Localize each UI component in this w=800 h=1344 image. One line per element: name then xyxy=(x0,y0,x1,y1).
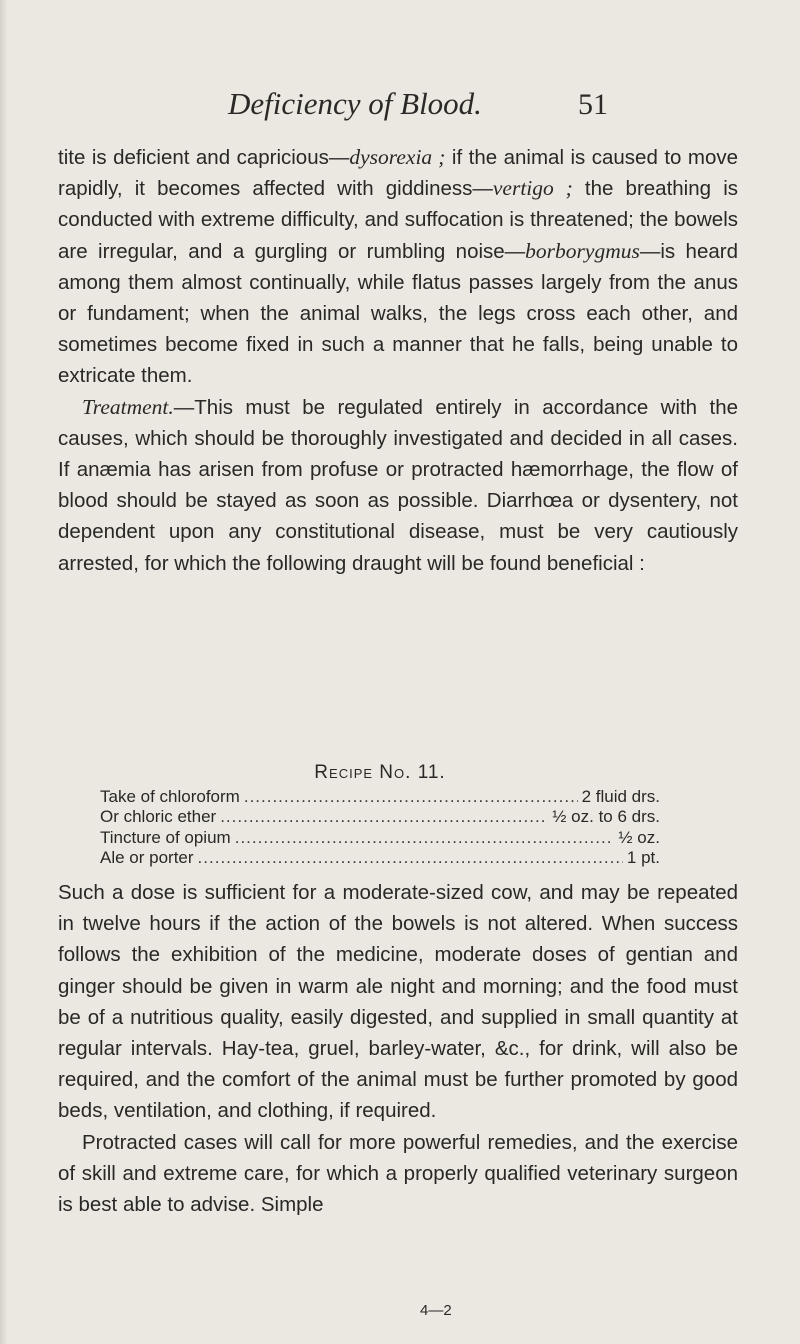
paragraph-treatment xyxy=(58,392,738,579)
text-run: the breathing is conducted with extreme difficulty, and suffocation is threatened; the bowels are irregular, and a gurgling or rumbling noise— xyxy=(58,177,738,263)
section-heading-treatment: Treatment. xyxy=(82,394,174,419)
paragraph-dosage: Such a dose is sufficient for a moderate-sized cow, and may be repeated in twelve hours if the action of the bowels is not altered. When success follows the exhibition of the medicine, moderate doses of gentian and ginger should be given in warm ale night and morning; and the food must be of a nutritious quality, easily digested, and supplied in small quantity at regular intervals. Hay-tea, gruel, barley-water, &c., for drink, will also be required, and the comfort of the animal must be further promoted by good beds, ventilation, and clothing, if required. xyxy=(58,881,738,1123)
text-run: tite is deficient and capricious— xyxy=(58,146,350,169)
italic-term: borborygmus xyxy=(525,238,640,263)
body-text-bottom xyxy=(58,877,738,1220)
leader-dots xyxy=(220,807,548,828)
recipe-row xyxy=(100,828,660,849)
recipe-title: Recipe No. 11. xyxy=(314,762,446,783)
recipe-ingredient: Take of chloroform xyxy=(100,786,240,806)
signature-mark: 4—2 xyxy=(420,1302,452,1319)
text-run: if the animal is caused to move rapidly, it becomes affected with giddiness— xyxy=(58,146,739,201)
page-header xyxy=(228,86,608,126)
recipe-row xyxy=(100,807,660,828)
recipe-row xyxy=(100,848,660,869)
recipe-amount: 2 fluid drs. xyxy=(581,786,660,806)
recipe-block xyxy=(100,763,660,869)
leader-dots xyxy=(198,848,623,869)
italic-term: dysorexia ; xyxy=(349,145,446,169)
recipe-amount: ½ oz. to 6 drs. xyxy=(552,807,660,826)
recipe-ingredient: Ale or porter xyxy=(100,848,194,867)
leader-dots xyxy=(244,787,578,808)
text-run: —This must be regulated entirely in accordance with the causes, which should be thoroughly investigated and decided in all cases. If anæmia has arisen from profuse or protracted hæmorrhage, the flow of blood should be stayed as soon as possible. Diarrhœa or dysentery, not dependent upon any constitutional disease, must be very cautiously arrested, for which the following draught will be found beneficial : xyxy=(58,395,738,575)
body-text-top xyxy=(58,142,738,579)
recipe-ingredient: Or chloric ether xyxy=(100,807,217,826)
running-title: Deficiency of Blood. xyxy=(228,86,482,121)
text-run: —is heard among them almost continually, while flatus passes largely from the anus or fundament; when the animal walks, the legs cross each other, and sometimes become fixed in such a manner that he falls, being unable to extricate them. xyxy=(58,239,738,388)
page-number: 51 xyxy=(578,88,608,121)
paragraph-protracted-cases: Protracted cases will call for more powerful remedies, and the exercise of skill and extreme care, for which a properly qualified veterinary surgeon is best able to advise. Simple xyxy=(58,1130,738,1217)
recipe-amount: 1 pt. xyxy=(626,848,660,867)
recipe-amount: ½ oz. xyxy=(618,827,660,847)
recipe-row xyxy=(100,787,660,808)
recipe-ingredient: Tincture of opium xyxy=(100,827,231,847)
page-gutter xyxy=(0,0,8,1344)
italic-term: vertigo ; xyxy=(492,176,573,201)
leader-dots xyxy=(235,828,615,849)
paragraph-symptoms xyxy=(58,142,738,392)
